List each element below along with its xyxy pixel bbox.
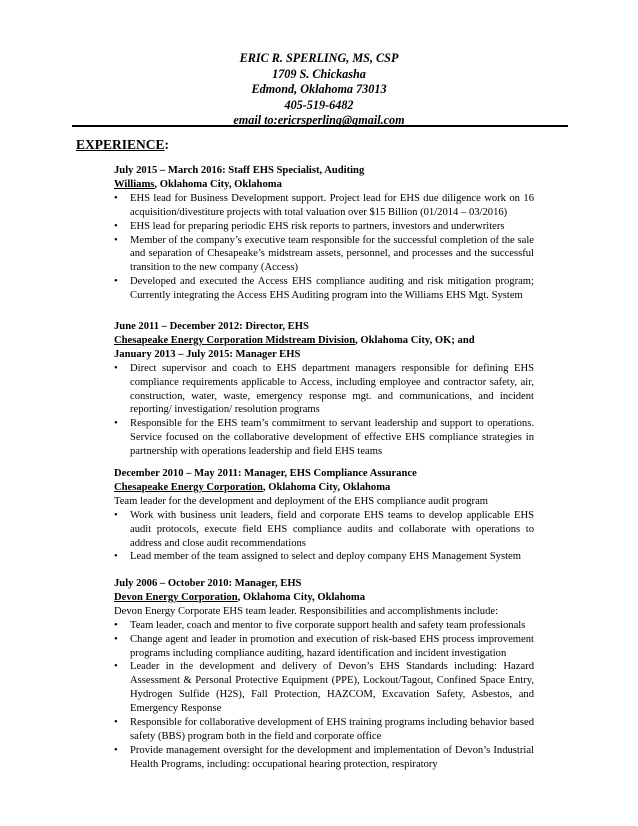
bullet-icon: • bbox=[114, 744, 118, 756]
bullet-text: Leader in the development and delivery of Devon’s EHS Standards including: Hazard Assessment & Personal Protective Equipment (PPE), Lockout/Tagout, Confined Space Entry, Hydrogen Sulfide (H2S), Fall Protection, HAZCOM, Excavation Safety, Asbestos, and Emergency Response bbox=[130, 661, 534, 715]
bullet-text: Direct supervisor and coach to EHS department managers responsible for defining EHS compliance requirements applicable to Access, including employee and contractor safety, air, construction, water, waste, emergency response mgt. and communications, and incident reporting/ investigation/ resolution programs bbox=[130, 362, 534, 416]
company-location: , Oklahoma City, OK; and bbox=[355, 334, 475, 346]
bullet-icon: • bbox=[114, 717, 118, 729]
header-divider bbox=[72, 125, 568, 127]
bullet-text: Change agent and leader in promotion and execution of risk-based EHS process improvement programs including compliance auditing, hazard identification and incident investigation bbox=[130, 633, 534, 659]
bullet-list bbox=[114, 192, 534, 303]
bullet-icon: • bbox=[114, 509, 118, 521]
job-company-line bbox=[114, 481, 534, 495]
city-state-zip: Edmond, Oklahoma 73013 bbox=[251, 82, 387, 96]
bullet-text: Work with business unit leaders, field and corporate EHS teams to develop applicable EHS audit protocols, execute field EHS compliance audits and collaborate with operations to address and close audit recommendations bbox=[130, 509, 534, 549]
bullet-text: Responsible for collaborative development of EHS training programs including behavior based safety (BBS) program both in the field and corporate office bbox=[130, 717, 534, 742]
job-dates-title: July 2015 – March 2016: Staff EHS Specialist, Auditing bbox=[114, 165, 365, 176]
bullet-icon: • bbox=[114, 362, 118, 374]
job-entry-williams bbox=[114, 164, 534, 303]
bullet-list bbox=[114, 619, 534, 772]
list-item bbox=[114, 509, 534, 551]
job-company-line bbox=[114, 591, 534, 605]
bullet-text: Responsible for the EHS team’s commitment to servant leadership and support to operations. Service focused on the collaborative development of effective EHS compliance strategies in partnership with operations leadership and field EHS teams bbox=[130, 418, 534, 458]
job-summary: Devon Energy Corporate EHS team leader. Responsibilities and accomplishments include: bbox=[114, 605, 499, 617]
list-item bbox=[114, 619, 534, 633]
company-location: , Oklahoma City, Oklahoma bbox=[154, 178, 282, 190]
company-name: Devon Energy Corporation bbox=[114, 591, 238, 603]
bullet-icon: • bbox=[114, 276, 118, 288]
list-item bbox=[114, 220, 534, 234]
job-company-line bbox=[114, 334, 534, 348]
bullet-icon: • bbox=[114, 551, 118, 563]
bullet-text: EHS lead for Business Development support. Project lead for EHS due diligence work on 16 acquisition/divestiture projects with total valuation over $15 Billion (01/2014 – 03/2016) bbox=[130, 192, 534, 218]
bullet-icon: • bbox=[114, 220, 118, 232]
job-dates-title: December 2010 – May 2011: Manager, EHS Compliance Assurance bbox=[114, 468, 417, 479]
bullet-list bbox=[114, 362, 534, 459]
applicant-name: ERIC R. SPERLING, MS, CSP bbox=[239, 51, 399, 65]
bullet-text: Developed and executed the Access EHS compliance auditing and risk mitigation program; Currently integrating the Access EHS Auditing program into the Williams EHS Mgt. System bbox=[130, 276, 534, 302]
bullet-text: Lead member of the team assigned to select and deploy company EHS Management System bbox=[130, 551, 521, 563]
list-item bbox=[114, 744, 534, 772]
company-location: , Oklahoma City, Oklahoma bbox=[237, 591, 366, 603]
bullet-list bbox=[114, 509, 534, 565]
job-entry-chesapeake-compliance bbox=[114, 467, 534, 564]
job-dates-title: June 2011 – December 2012: Director, EHS bbox=[114, 321, 309, 332]
list-item bbox=[114, 275, 534, 303]
bullet-text: EHS lead for preparing periodic EHS risk reports to partners, investors and underwriters bbox=[130, 220, 505, 232]
bullet-icon: • bbox=[114, 633, 118, 645]
bullet-text: Team leader, coach and mentor to five corporate support health and safety team professionals bbox=[130, 619, 526, 631]
company-name: Chesapeake Energy Corporation bbox=[114, 481, 263, 493]
section-title-colon: : bbox=[164, 137, 170, 152]
job-entry-devon bbox=[114, 577, 534, 772]
company-location: , Oklahoma City, Oklahoma bbox=[262, 481, 391, 493]
job-summary: Team leader for the development and deployment of the EHS compliance audit program bbox=[114, 495, 489, 507]
bullet-text: Provide management oversight for the development and implementation of Devon’s Industrial Health Programs, including: occupational hearing protection, respiratory bbox=[130, 744, 534, 770]
bullet-icon: • bbox=[114, 661, 118, 673]
email-link[interactable]: email to:ericrsperling@gmail.com bbox=[233, 113, 405, 127]
job-company-line bbox=[114, 178, 534, 192]
bullet-icon: • bbox=[114, 619, 118, 631]
job-entry-chesapeake-midstream bbox=[114, 320, 534, 459]
list-item bbox=[114, 362, 534, 418]
phone-number: 405-519-6482 bbox=[284, 97, 354, 112]
job-dates-title: July 2006 – October 2010: Manager, EHS bbox=[114, 578, 302, 589]
list-item bbox=[114, 550, 534, 564]
bullet-icon: • bbox=[114, 418, 118, 430]
section-title-text: EXPERIENCE bbox=[76, 137, 165, 152]
bullet-icon: • bbox=[114, 234, 118, 246]
street-address: 1709 S. Chickasha bbox=[272, 66, 366, 81]
list-item bbox=[114, 716, 534, 744]
contact-header bbox=[0, 51, 638, 129]
bullet-text: Member of the company’s executive team responsible for the successful completion of the sale and separation of Chesapeake’s midstream assets, personnel, and processes and the successful transition to the new company (Access) bbox=[130, 234, 534, 274]
section-title-experience bbox=[76, 137, 169, 153]
list-item bbox=[114, 192, 534, 220]
list-item bbox=[114, 417, 534, 459]
list-item bbox=[114, 660, 534, 716]
company-name: Chesapeake Energy Corporation Midstream Division bbox=[114, 334, 356, 346]
list-item bbox=[114, 234, 534, 276]
company-name: Williams bbox=[114, 178, 155, 190]
list-item bbox=[114, 633, 534, 661]
job-dates-title-2: January 2013 – July 2015: Manager EHS bbox=[114, 348, 301, 360]
bullet-icon: • bbox=[114, 192, 118, 204]
